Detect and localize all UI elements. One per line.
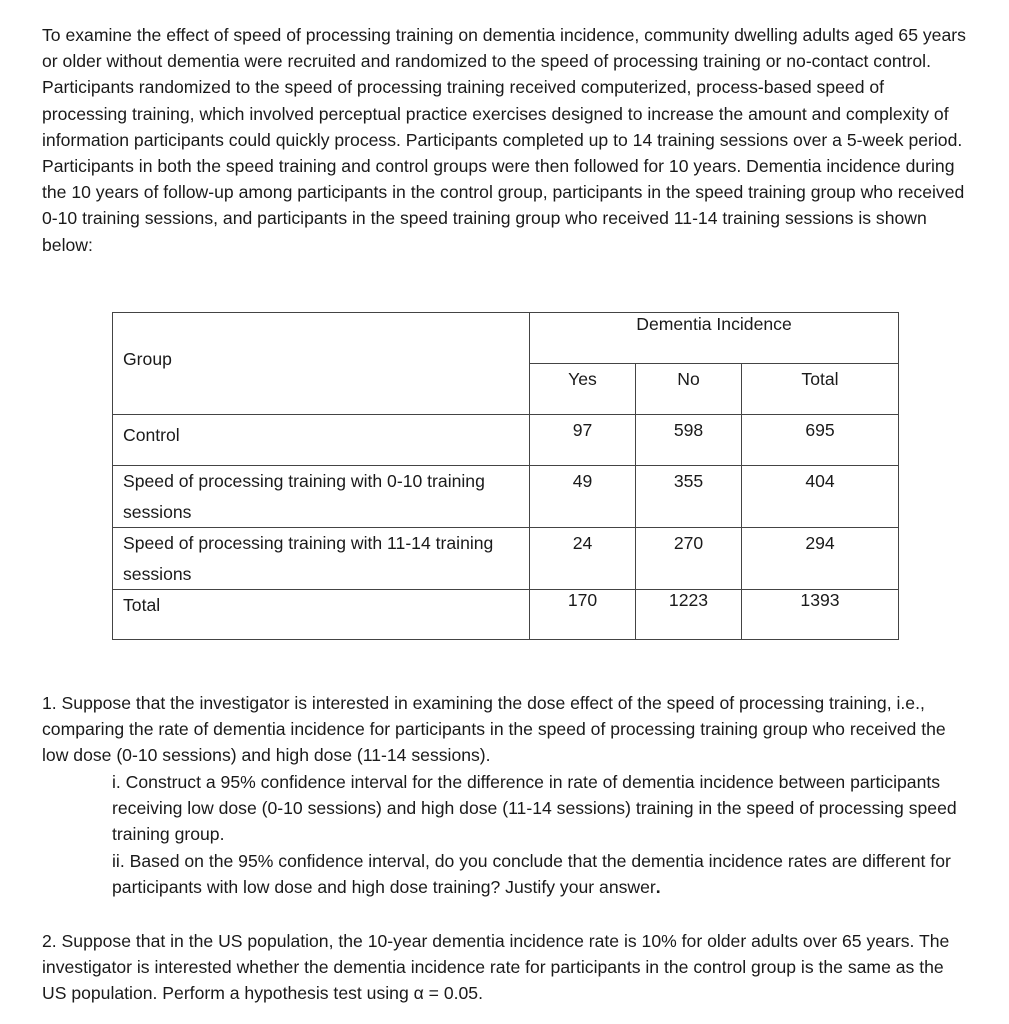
incidence-header: Dementia Incidence <box>636 314 792 334</box>
question-2: 2. Suppose that in the US population, the 10-year dementia incidence rate is 10% for older adults over 65 years. The investigator is interested whether the dementia incidence rate for participants in the control group is the same as the US population. Perform a hypothesis test using α = 0.05. <box>42 931 950 1004</box>
row-label: Control <box>113 415 530 466</box>
table-row-high-dose <box>113 528 899 590</box>
intro-paragraph: To examine the effect of speed of processing training on dementia incidence, community dwelling adults aged 65 years or older without dementia were recruited and randomized to the speed of processing training or no-contact control. Participants randomized to the speed of processing training received computerized, process-based speed of processing training, which involved perceptual practice exercises designed to increase the amount and complexity of information participants could quickly process. Participants completed up to 14 training sessions over a 5-week period. Participants in both the speed training and control groups were then followed for 10 years. Dementia incidence during the 10 years of follow-up among participants in the control group, participants in the speed training group who received 0-10 training sessions, and participants in the speed training group who received 11-14 training sessions is shown below: <box>42 25 966 255</box>
cell-total: 695 <box>742 415 899 466</box>
group-header: Group <box>123 349 172 369</box>
incidence-header-cell <box>530 313 899 364</box>
cell-total: 404 <box>742 466 899 528</box>
group-header-cell <box>113 313 530 415</box>
cell-yes: 170 <box>530 590 636 640</box>
table-row-control <box>113 415 899 466</box>
cell-no: 598 <box>636 415 742 466</box>
cell-no: 355 <box>636 466 742 528</box>
cell-total: 1393 <box>742 590 899 640</box>
row-label: Total <box>113 590 530 640</box>
cell-no: 1223 <box>636 590 742 640</box>
cell-yes: 97 <box>530 415 636 466</box>
cell-no: 270 <box>636 528 742 590</box>
row-label: Speed of processing training with 11-14 training sessions <box>113 528 530 590</box>
col-header-total: Total <box>742 364 899 415</box>
cell-yes: 24 <box>530 528 636 590</box>
row-label: Speed of processing training with 0-10 training sessions <box>113 466 530 528</box>
question-1: 1. Suppose that the investigator is interested in examining the dose effect of the speed of processing training, i.e., comparing the rate of dementia incidence for participants in the speed of processing training group who received the low dose (0-10 sessions) and high dose (11-14 sessions). <box>42 693 946 766</box>
question-1-part-i: i. Construct a 95% confidence interval for the difference in rate of dementia incidence between participants receiving low dose (0-10 sessions) and high dose (11-14 sessions) training in the speed of processing speed training group. <box>112 772 957 845</box>
cell-total: 294 <box>742 528 899 590</box>
cell-yes: 49 <box>530 466 636 528</box>
question-1-part-ii-period: . <box>655 877 661 898</box>
question-1-part-ii <box>112 848 972 900</box>
table-row-low-dose <box>113 466 899 528</box>
question-1-part-ii-text: ii. Based on the 95% confidence interval, do you conclude that the dementia incidence rates are different for participants with low dose and high dose training? Justify your answer <box>112 851 951 898</box>
col-header-yes: Yes <box>530 364 636 415</box>
col-header-no: No <box>636 364 742 415</box>
dementia-incidence-table <box>112 312 899 640</box>
table-row-total <box>113 590 899 640</box>
